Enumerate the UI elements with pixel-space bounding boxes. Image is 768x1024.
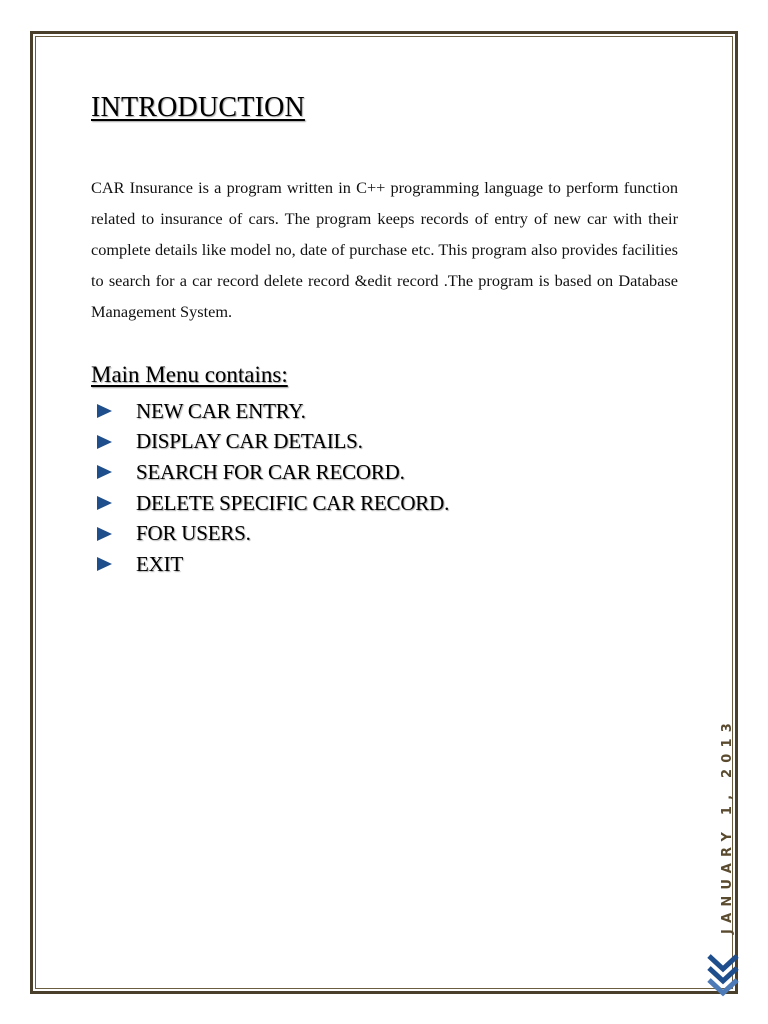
triangle-bullet-icon [97,527,112,541]
list-item [97,549,449,580]
triangle-bullet-icon [97,557,112,571]
menu-item-label: DELETE SPECIFIC CAR RECORD. [136,490,450,515]
list-item [97,396,449,427]
intro-paragraph: CAR Insurance is a program written in C++ programming language to perform function related to insurance of cars. The program keeps records of entry of new car with their complete details like model no, date of purchase etc. This program also provides facilities to search for a car record delete record &edit record .The program is based on Database Management System. [91,178,678,321]
side-date-label [715,716,739,934]
triangle-bullet-icon [97,496,112,510]
side-date-text: JANUARY 1, 2013 [719,716,735,934]
list-item [97,488,449,519]
page-title: INTRODUCTION [91,92,305,123]
menu-item-label: FOR USERS. [136,521,251,546]
list-item [97,457,449,488]
menu-section-title: Main Menu contains: [91,362,288,387]
menu-item-label: NEW CAR ENTRY. [136,398,306,423]
double-chevron-down-icon [706,953,740,999]
list-item [97,518,449,549]
main-menu-list [97,396,449,580]
triangle-bullet-icon [97,404,112,418]
list-item [97,427,449,458]
menu-item-label: SEARCH FOR CAR RECORD. [136,459,405,484]
menu-item-label: EXIT [136,551,184,576]
triangle-bullet-icon [97,465,112,479]
triangle-bullet-icon [97,435,112,449]
menu-item-label: DISPLAY CAR DETAILS. [136,429,363,454]
